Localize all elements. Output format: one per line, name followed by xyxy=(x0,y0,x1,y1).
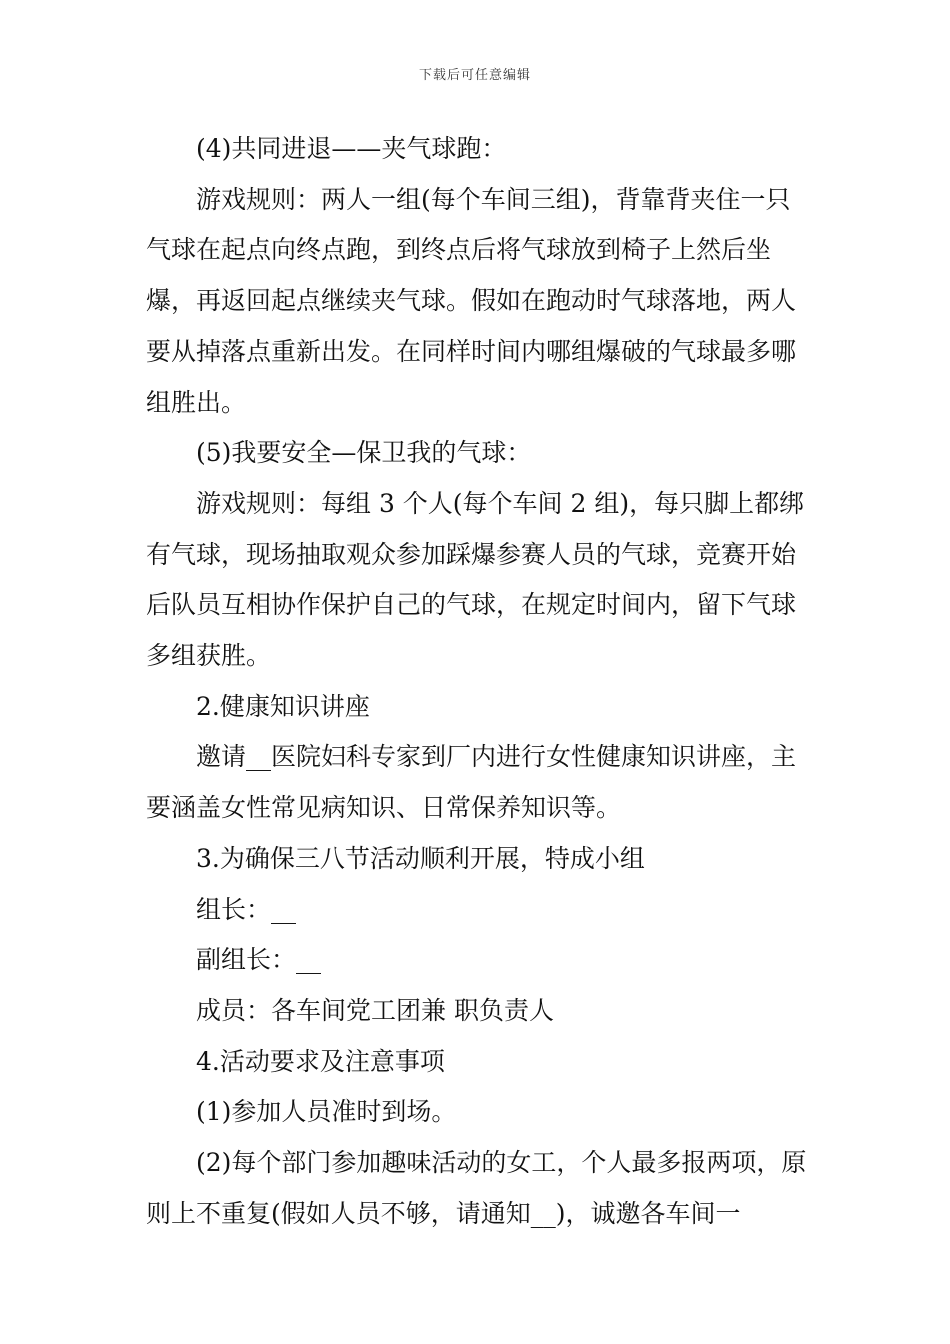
section-3-heading: 3.为确保三八节活动顺利开展，特成小组 xyxy=(196,843,645,873)
paragraph-item-4-rules: 游戏规则：两人一组(每个车间三组)，背靠背夹住一只气球在起点向终点跑，到终点后将气球放到椅子上然后坐爆，再返回起点继续夹气球。假如在跑动时气球落地，两人要从掉落点重新出发。在同样时间内哪组爆破的气球最多哪组胜出。 xyxy=(146,184,797,417)
section-4-heading: 4.活动要求及注意事项 xyxy=(196,1046,445,1076)
members-line: 成员：各车间党工团兼 职负责人 xyxy=(196,995,554,1025)
group-leader-line: 组长：__ xyxy=(196,894,297,924)
section-2-heading: 2.健康知识讲座 xyxy=(196,691,370,721)
requirement-1: (1)参加人员准时到场。 xyxy=(196,1097,457,1127)
requirement-2: (2)每个部门参加趣味活动的女工，个人最多报两项，原则上不重复(假如人员不够，请通知__)，诚邀各车间一 xyxy=(146,1148,807,1228)
paragraph-item-5-rules: 游戏规则：每组 3 个人(每个车间 2 组)，每只脚上都绑有气球，现场抽取观众参加踩爆参赛人员的气球，竞赛开始后队员互相协作保护自己的气球，在规定时间内，留下气球多组获胜。 xyxy=(146,488,805,671)
page-header: 下载后可任意编辑 xyxy=(418,68,531,83)
section-2-content: 邀请__医院妇科专家到厂内进行女性健康知识讲座，主要涵盖女性常见病知识、日常保养知识等。 xyxy=(146,742,797,823)
paragraph-item-4-title: (4)共同进退——夹气球跑： xyxy=(196,134,507,163)
deputy-leader-line: 副组长：__ xyxy=(196,945,322,975)
paragraph-item-5-title: (5)我要安全—保卫我的气球： xyxy=(196,438,532,468)
document-body xyxy=(146,124,808,1239)
